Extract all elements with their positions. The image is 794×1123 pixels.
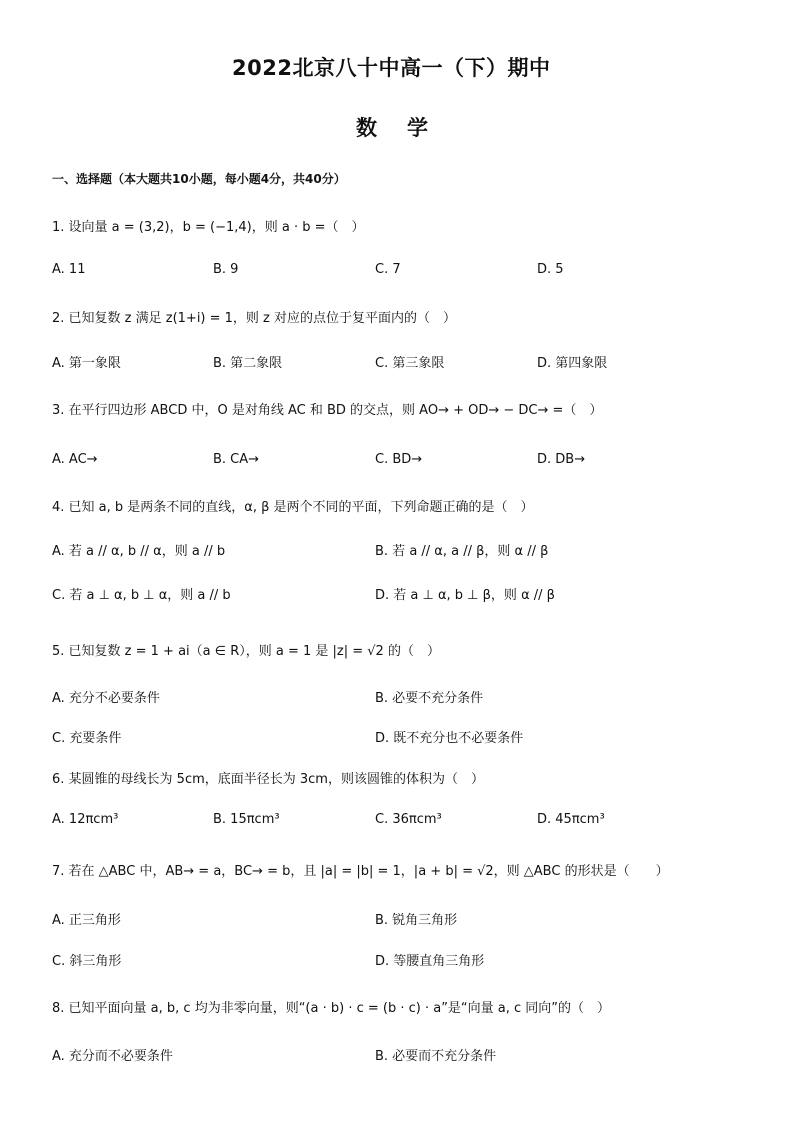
question-8-stem: 8. 已知平面向量 a, b, c 均为非零向量，则“(a · b) · c = (b · c) · a”是“向量 a, c 同向”的（ ） bbox=[52, 1001, 611, 1016]
question-1-option-a: A. 11 bbox=[52, 262, 86, 277]
question-7-stem: 7. 若在 △ABC 中，AB→ = a，BC→ = b，且 |a| = |b| = 1，|a + b| = √2，则 △ABC 的形状是（ ） bbox=[52, 864, 669, 879]
question-1-option-b: B. 9 bbox=[213, 262, 239, 277]
question-6-option-d: D. 45πcm³ bbox=[537, 812, 605, 827]
question-7-option-d: D. 等腰直角三角形 bbox=[375, 954, 485, 969]
question-3-option-b: B. CA→ bbox=[213, 452, 260, 467]
question-2-option-c: C. 第三象限 bbox=[375, 356, 445, 371]
question-6-option-a: A. 12πcm³ bbox=[52, 812, 119, 827]
question-8-option-b: B. 必要而不充分条件 bbox=[375, 1049, 497, 1064]
question-4-stem: 4. 已知 a, b 是两条不同的直线，α, β 是两个不同的平面，下列命题正确的是（ ） bbox=[52, 500, 534, 515]
question-5-option-a: A. 充分不必要条件 bbox=[52, 691, 160, 706]
question-1-stem: 1. 设向量 a = (3,2)，b = (−1,4)，则 a · b =（ ） bbox=[52, 220, 365, 235]
question-4-option-d: D. 若 a ⊥ α, b ⊥ β，则 α // β bbox=[375, 588, 555, 603]
question-2-option-d: D. 第四象限 bbox=[537, 356, 608, 371]
question-4-option-b: B. 若 a // α, a // β，则 α // β bbox=[375, 544, 549, 559]
section-heading: 一、选择题（本大题共10小题，每小题4分，共40分） bbox=[52, 172, 346, 186]
question-3-option-a: A. AC→ bbox=[52, 452, 98, 467]
question-7-option-b: B. 锐角三角形 bbox=[375, 913, 458, 928]
question-4-option-a: A. 若 a // α, b // α，则 a // b bbox=[52, 544, 226, 559]
question-3-option-c: C. BD→ bbox=[375, 452, 423, 467]
question-5-option-c: C. 充要条件 bbox=[52, 731, 122, 746]
question-4-option-c: C. 若 a ⊥ α, b ⊥ α，则 a // b bbox=[52, 588, 231, 603]
question-5-option-b: B. 必要不充分条件 bbox=[375, 691, 484, 706]
question-6-stem: 6. 某圆锥的母线长为 5cm，底面半径长为 3cm，则该圆锥的体积为（ ） bbox=[52, 772, 484, 787]
question-6-option-c: C. 36πcm³ bbox=[375, 812, 442, 827]
question-2-option-a: A. 第一象限 bbox=[52, 356, 121, 371]
subject-title: 数学 bbox=[356, 116, 458, 140]
question-6-option-b: B. 15πcm³ bbox=[213, 812, 280, 827]
question-7-option-c: C. 斜三角形 bbox=[52, 954, 122, 969]
question-5-stem: 5. 已知复数 z = 1 + ai（a ∈ R），则 a = 1 是 |z| = √2 的（ ） bbox=[52, 644, 440, 659]
page-title: 2022北京八十中高一（下）期中 bbox=[232, 56, 551, 80]
question-5-option-d: D. 既不充分也不必要条件 bbox=[375, 731, 524, 746]
question-1-option-d: D. 5 bbox=[537, 262, 564, 277]
question-3-stem: 3. 在平行四边形 ABCD 中，O 是对角线 AC 和 BD 的交点，则 AO→ + OD→ − DC→ =（ ） bbox=[52, 403, 603, 418]
question-2-stem: 2. 已知复数 z 满足 z(1+i) = 1，则 z 对应的点位于复平面内的（ ） bbox=[52, 311, 457, 326]
question-2-option-b: B. 第二象限 bbox=[213, 356, 283, 371]
question-3-option-d: D. DB→ bbox=[537, 452, 586, 467]
question-8-option-a: A. 充分而不必要条件 bbox=[52, 1049, 173, 1064]
question-1-option-c: C. 7 bbox=[375, 262, 401, 277]
question-7-option-a: A. 正三角形 bbox=[52, 913, 121, 928]
